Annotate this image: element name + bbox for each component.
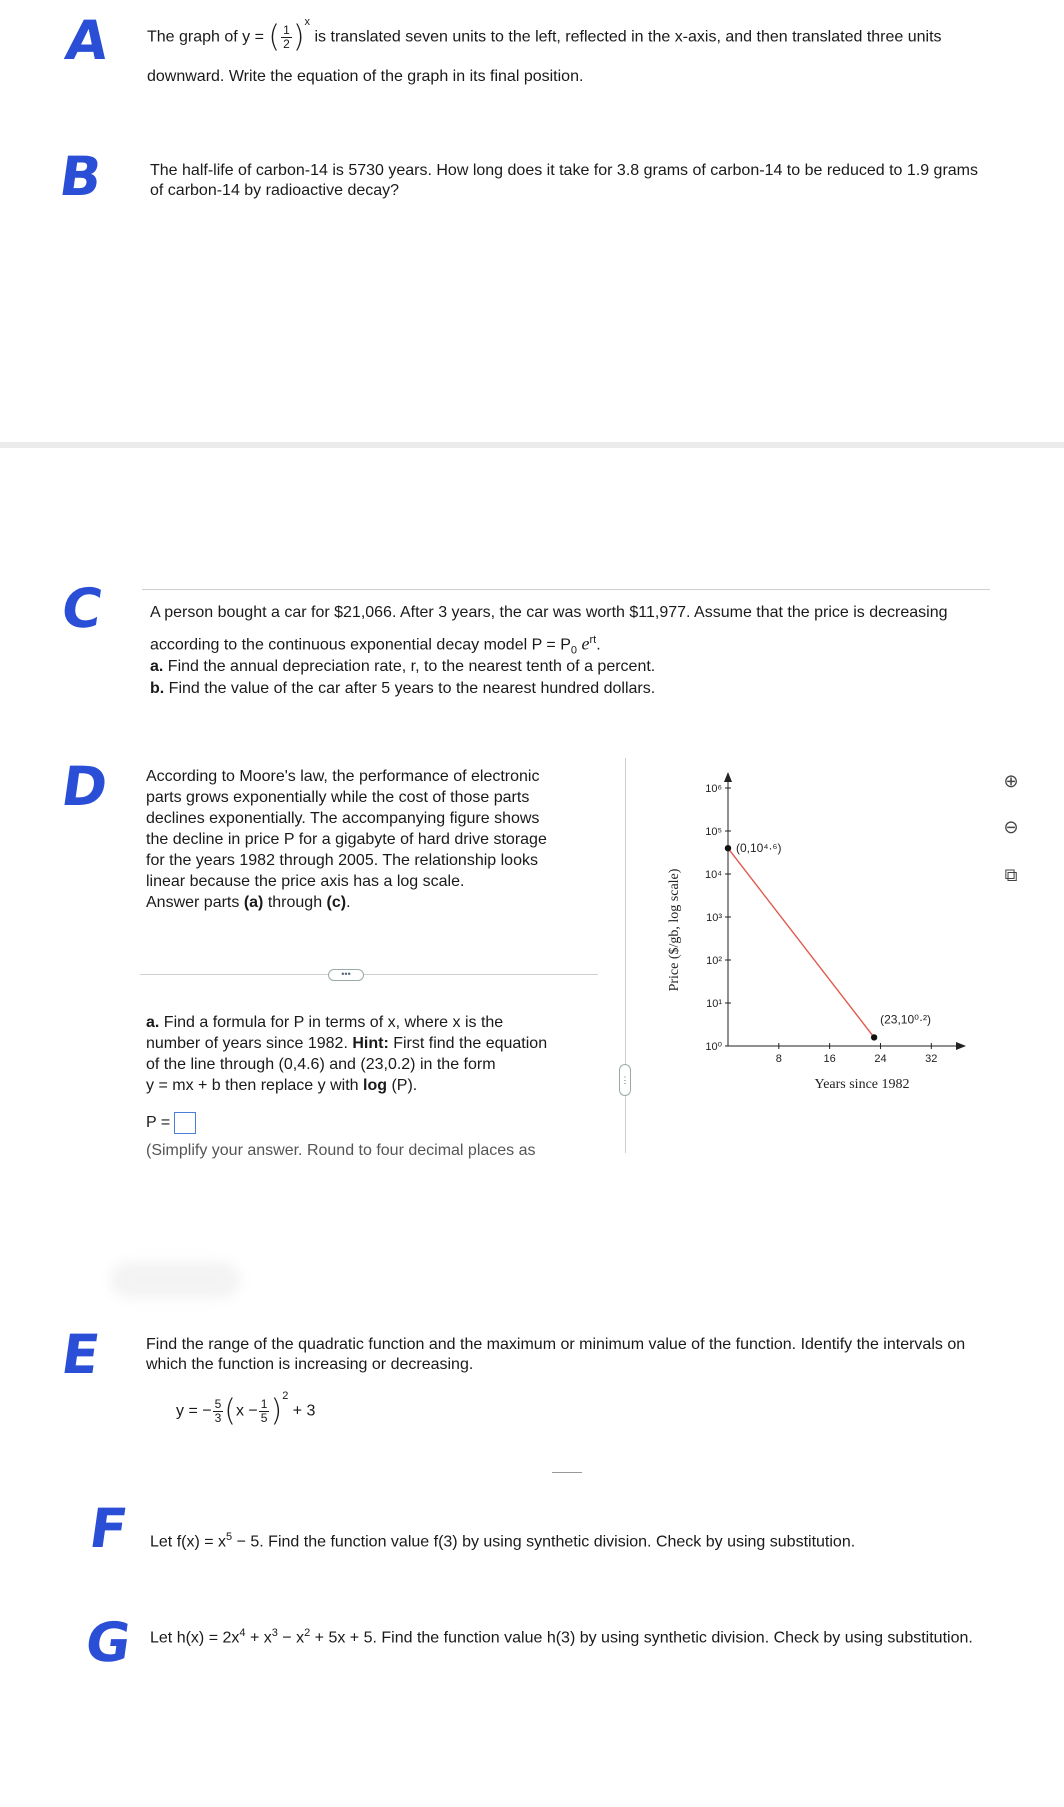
paren-open: ( [224, 1393, 236, 1429]
p-equals-label: P = [146, 1114, 171, 1132]
g-exp1: 4 [239, 1627, 246, 1639]
y-tick-label: 10⁵ [705, 826, 722, 838]
problem-g [150, 1623, 973, 1648]
problem-c-topline [142, 589, 990, 590]
x-tick-label: 8 [775, 1053, 782, 1065]
fraction-num: 1 [283, 22, 290, 37]
blurred-area [110, 1262, 240, 1298]
problem-e-equation [176, 1390, 316, 1429]
problem-b-line1: The half-life of carbon-14 is 5730 years. How long does it take for 3.8 grams of carbon-14 to be reduced to 1.9 grams [150, 162, 979, 179]
eq-frac2-den: 5 [260, 1410, 268, 1425]
g-mid2: − x [277, 1629, 305, 1647]
g-pre: Let h(x) = 2x [150, 1629, 240, 1647]
data-point [725, 845, 731, 851]
f-post: − 5. Find the function value f(3) by using synthetic division. Check by using substitution. [232, 1533, 856, 1551]
period: . [596, 636, 601, 654]
eq-frac2 [259, 1398, 270, 1425]
part-a-line1 [146, 1012, 616, 1033]
e-symbol: e [581, 633, 590, 654]
eq-y: y = − [176, 1402, 212, 1420]
y-tick-label: 10¹ [706, 998, 722, 1010]
short-rule [552, 1472, 582, 1473]
problem-a-suffix: is translated seven units to the left, reflected in the x-axis, and then translated three units [314, 28, 942, 46]
eq-frac2-num: 1 [260, 1396, 268, 1411]
x-tick-label: 32 [925, 1053, 938, 1065]
eq-frac1-num: 5 [214, 1396, 222, 1411]
intro-line: parts grows exponentially while the cost of those parts [146, 789, 530, 806]
y-tick-label: 10² [706, 955, 722, 967]
problem-f [150, 1527, 855, 1552]
part-a-line3: of the line through (0,4.6) and (23,0.2) in the form [146, 1056, 496, 1073]
problem-a-line2: downward. Write the equation of the graph in its final position. [147, 68, 584, 85]
intro-line: According to Moore's law, the performance of electronic [146, 768, 540, 785]
g-exp3: 2 [304, 1627, 311, 1639]
label-f: F [85, 1497, 132, 1560]
label-b: B [55, 145, 106, 208]
eq-square: 2 [282, 1390, 289, 1402]
paren-close: ) [270, 1393, 283, 1429]
eq-end: + 3 [292, 1402, 316, 1420]
g-exp2: 3 [271, 1627, 278, 1639]
y-tick-label: 10⁴ [705, 869, 722, 881]
g-post: + 5x + 5. Find the function value h(3) by using synthetic division. Check by using substitution. [310, 1629, 973, 1647]
problem-a-prefix: The graph of y = [147, 28, 264, 46]
zoom-out-icon[interactable]: ⊖ [1003, 817, 1019, 837]
part-a-line2 [146, 1033, 616, 1054]
eq-x: x − [235, 1402, 258, 1420]
problem-d-part-a [146, 1012, 616, 1096]
cut-off-text: (Simplify your answer. Round to four decimal places as [146, 1142, 536, 1159]
part-a-line2-pre: number of years since 1982. [146, 1035, 353, 1052]
log-label: log [363, 1077, 387, 1094]
f-exponent: 5 [226, 1531, 233, 1543]
x-axis-label: Years since 1982 [814, 1077, 910, 1092]
y-tick-label: 10³ [706, 912, 722, 924]
series-line [728, 848, 874, 1037]
expand-button[interactable]: ••• [328, 969, 364, 981]
f-pre: Let f(x) = x [150, 1533, 227, 1551]
problem-e-line1: Find the range of the quadratic function and the maximum or minimum value of the function. Identify the intervals on [146, 1336, 966, 1353]
problem-a-line1 [147, 16, 942, 55]
part-a-line1-text: Find a formula for P in terms of x, where x is the [163, 1014, 504, 1031]
part-a-label: a. [150, 658, 164, 675]
problem-c-line1: A person bought a car for $21,066. After 3 years, the car was worth $11,977. Assume that the price is decreasing [150, 604, 948, 621]
g-mid1: + x [245, 1629, 272, 1647]
part-a-line4 [146, 1075, 616, 1096]
fraction-den: 2 [283, 36, 290, 51]
annotation-start: (0,10⁴·⁶) [736, 841, 782, 856]
label-c: C [57, 577, 107, 640]
answer-part-a: (a) [243, 894, 264, 911]
part-a-label: a. [146, 1014, 160, 1031]
answer-parts-line [146, 892, 616, 913]
paren-open: ( [268, 19, 281, 55]
intro-line: the decline in price P for a gigabyte of hard drive storage [146, 831, 547, 848]
price-chart [650, 760, 990, 1100]
problem-d-separator [140, 974, 598, 975]
resize-handle[interactable]: ⋮ [619, 1064, 631, 1096]
popout-icon[interactable]: ⧉ [1004, 865, 1018, 885]
annotation-end: (23,10⁰·²) [880, 1012, 931, 1027]
x-axis-arrow [956, 1042, 966, 1050]
part-a-line4-pre: y = mx + b then replace y with [146, 1077, 363, 1094]
intro-line: declines exponentially. The accompanying figure shows [146, 810, 540, 827]
label-g: G [81, 1611, 135, 1674]
x-tick-label: 16 [823, 1053, 836, 1065]
label-d: D [57, 755, 112, 818]
answer-parts-pre: Answer parts [146, 894, 244, 911]
rt-exponent: rt [589, 634, 597, 646]
x-tick-label: 24 [874, 1053, 887, 1065]
part-a-text: Find the annual depreciation rate, r, to the nearest tenth of a percent. [167, 658, 656, 675]
zoom-in-icon[interactable]: ⊕ [1003, 771, 1019, 791]
part-b-text: Find the value of the car after 5 years to the nearest hundred dollars. [168, 680, 656, 697]
p-answer-row [146, 1112, 196, 1134]
fraction-half [281, 24, 292, 51]
label-e: E [57, 1323, 104, 1386]
cut-off-line-clip [146, 1140, 586, 1159]
part-b-label: b. [150, 680, 165, 697]
problem-c-part-b [150, 678, 655, 699]
problem-c-part-a [150, 656, 655, 677]
answer-part-c: (c) [326, 894, 347, 911]
y-tick-label: 10⁶ [705, 783, 722, 795]
problem-a-exponent: x [304, 16, 311, 28]
intro-line: linear because the price axis has a log scale. [146, 873, 465, 890]
answer-parts-end: . [346, 894, 351, 911]
label-a: A [61, 9, 113, 72]
y-axis-arrow [724, 772, 732, 782]
paren-close: ) [292, 19, 305, 55]
problem-c-line2-text: according to the continuous exponential decay model P = P [150, 636, 571, 654]
data-point [871, 1034, 877, 1040]
answer-parts-mid: through [263, 894, 327, 911]
p-answer-input[interactable] [174, 1112, 196, 1134]
section-divider [0, 442, 1064, 448]
part-a-line4-post: (P). [387, 1077, 418, 1094]
eq-frac1 [213, 1398, 224, 1425]
p0-subscript: 0 [570, 644, 577, 657]
problem-e-line2: which the function is increasing or decreasing. [146, 1356, 474, 1373]
y-tick-label: 10⁰ [705, 1041, 722, 1053]
part-a-line2-post: First find the equation [388, 1035, 548, 1052]
problem-b-line2: of carbon-14 by radioactive decay? [150, 182, 400, 199]
hint-label: Hint: [352, 1035, 389, 1052]
eq-frac1-den: 3 [214, 1410, 222, 1425]
intro-line: for the years 1982 through 2005. The relationship looks [146, 852, 538, 869]
y-axis-label: Price ($/gb, log scale) [667, 868, 682, 992]
problem-d-intro [146, 766, 616, 913]
